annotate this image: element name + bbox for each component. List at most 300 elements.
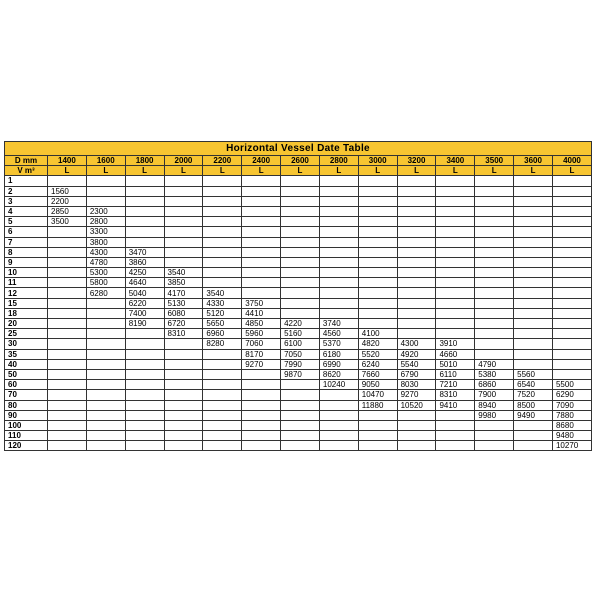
table-row: [5, 217, 592, 227]
length-cell: [164, 431, 203, 441]
length-cell: [86, 420, 125, 430]
table-row: [5, 237, 592, 247]
length-cell: [48, 431, 87, 441]
length-cell: [319, 400, 358, 410]
length-cell: [514, 237, 553, 247]
length-cell: [125, 441, 164, 451]
length-cell: [164, 217, 203, 227]
length-cell: [514, 308, 553, 318]
length-cell: [436, 441, 475, 451]
length-cell: [164, 339, 203, 349]
unit-header: L: [552, 166, 591, 176]
length-cell: [125, 176, 164, 186]
length-cell: [86, 176, 125, 186]
length-cell: [475, 196, 514, 206]
length-cell: [514, 278, 553, 288]
volume-cell: 120: [5, 441, 48, 451]
length-cell: [281, 298, 320, 308]
length-cell: [242, 196, 281, 206]
length-cell: [552, 206, 591, 216]
length-cell: [397, 257, 436, 267]
length-cell: [475, 247, 514, 257]
length-cell: [281, 441, 320, 451]
length-cell: [86, 298, 125, 308]
length-cell: [475, 431, 514, 441]
length-cell: [552, 369, 591, 379]
length-cell: [125, 400, 164, 410]
length-cell: [48, 227, 87, 237]
length-cell: [514, 257, 553, 267]
length-cell: [436, 329, 475, 339]
length-cell: [203, 441, 242, 451]
length-cell: 4100: [358, 329, 397, 339]
length-cell: [203, 206, 242, 216]
length-cell: [475, 217, 514, 227]
length-cell: [164, 227, 203, 237]
length-cell: 1560: [48, 186, 87, 196]
length-cell: [242, 176, 281, 186]
length-cell: [319, 288, 358, 298]
length-cell: [436, 308, 475, 318]
unit-header: L: [514, 166, 553, 176]
length-cell: 7060: [242, 339, 281, 349]
length-cell: [397, 278, 436, 288]
length-cell: 3540: [203, 288, 242, 298]
diameter-header: 3400: [436, 156, 475, 166]
length-cell: 7990: [281, 359, 320, 369]
length-cell: [475, 319, 514, 329]
unit-header: L: [281, 166, 320, 176]
length-cell: 4410: [242, 308, 281, 318]
length-cell: [358, 268, 397, 278]
length-cell: [358, 441, 397, 451]
length-cell: [242, 390, 281, 400]
length-cell: [48, 369, 87, 379]
length-cell: [125, 431, 164, 441]
length-cell: [242, 206, 281, 216]
volume-cell: 6: [5, 227, 48, 237]
length-cell: 4300: [86, 247, 125, 257]
length-cell: [281, 431, 320, 441]
length-cell: 5300: [86, 268, 125, 278]
length-cell: 9410: [436, 400, 475, 410]
length-cell: [358, 237, 397, 247]
length-cell: [514, 196, 553, 206]
corner-label-diameter: D mm: [5, 156, 48, 166]
length-cell: [552, 359, 591, 369]
table-title: Horizontal Vessel Date Table: [5, 142, 592, 156]
length-cell: [242, 247, 281, 257]
length-cell: 9270: [397, 390, 436, 400]
length-cell: [203, 237, 242, 247]
length-cell: [514, 319, 553, 329]
length-cell: [475, 227, 514, 237]
length-cell: [475, 329, 514, 339]
length-cell: 3470: [125, 247, 164, 257]
length-cell: 5540: [397, 359, 436, 369]
unit-header: L: [358, 166, 397, 176]
length-cell: [358, 247, 397, 257]
length-cell: [358, 431, 397, 441]
length-cell: 4920: [397, 349, 436, 359]
length-cell: [358, 420, 397, 430]
length-cell: [319, 431, 358, 441]
table-row: [5, 329, 592, 339]
length-cell: [48, 441, 87, 451]
length-cell: [203, 349, 242, 359]
length-cell: [319, 196, 358, 206]
length-cell: [48, 380, 87, 390]
length-cell: [475, 176, 514, 186]
length-cell: [281, 206, 320, 216]
length-cell: [164, 359, 203, 369]
table-body: [5, 176, 592, 451]
length-cell: [86, 410, 125, 420]
length-cell: 4170: [164, 288, 203, 298]
table-row: [5, 257, 592, 267]
length-cell: [358, 206, 397, 216]
length-cell: [552, 339, 591, 349]
volume-cell: 90: [5, 410, 48, 420]
length-cell: [397, 298, 436, 308]
volume-cell: 2: [5, 186, 48, 196]
length-cell: [164, 380, 203, 390]
length-cell: [397, 329, 436, 339]
length-cell: [48, 288, 87, 298]
length-cell: [86, 441, 125, 451]
length-cell: [397, 237, 436, 247]
length-cell: 8940: [475, 400, 514, 410]
length-cell: [281, 237, 320, 247]
length-cell: [281, 390, 320, 400]
length-cell: [319, 390, 358, 400]
length-cell: 2850: [48, 206, 87, 216]
volume-cell: 5: [5, 217, 48, 227]
length-cell: 7520: [514, 390, 553, 400]
volume-cell: 80: [5, 400, 48, 410]
length-cell: 6240: [358, 359, 397, 369]
length-cell: 3740: [319, 319, 358, 329]
length-cell: 9480: [552, 431, 591, 441]
length-cell: [436, 319, 475, 329]
length-cell: 3860: [125, 257, 164, 267]
length-cell: [475, 268, 514, 278]
length-cell: [552, 319, 591, 329]
length-cell: [164, 196, 203, 206]
volume-cell: 25: [5, 329, 48, 339]
length-cell: [436, 278, 475, 288]
table-row: [5, 410, 592, 420]
length-cell: [48, 359, 87, 369]
length-cell: [319, 186, 358, 196]
length-cell: [436, 431, 475, 441]
length-cell: [358, 278, 397, 288]
length-cell: [436, 186, 475, 196]
length-cell: 5380: [475, 369, 514, 379]
length-cell: 9980: [475, 410, 514, 420]
length-cell: [164, 410, 203, 420]
table-row: [5, 227, 592, 237]
length-cell: [397, 410, 436, 420]
length-cell: [86, 329, 125, 339]
length-cell: [203, 278, 242, 288]
diameter-header: 3000: [358, 156, 397, 166]
length-cell: 3910: [436, 339, 475, 349]
length-cell: [125, 217, 164, 227]
length-cell: [475, 257, 514, 267]
table-row: [5, 298, 592, 308]
length-cell: 8170: [242, 349, 281, 359]
length-cell: 5650: [203, 319, 242, 329]
length-cell: [203, 359, 242, 369]
length-cell: 10520: [397, 400, 436, 410]
length-cell: [164, 206, 203, 216]
volume-cell: 100: [5, 420, 48, 430]
length-cell: [514, 298, 553, 308]
length-cell: 7210: [436, 380, 475, 390]
length-cell: 8680: [552, 420, 591, 430]
table-row: [5, 176, 592, 186]
length-cell: [319, 227, 358, 237]
length-cell: [436, 410, 475, 420]
length-cell: [86, 308, 125, 318]
length-cell: [436, 196, 475, 206]
length-cell: [203, 176, 242, 186]
length-cell: 3300: [86, 227, 125, 237]
length-cell: 6220: [125, 298, 164, 308]
length-cell: [397, 441, 436, 451]
length-cell: [436, 176, 475, 186]
length-cell: [514, 329, 553, 339]
length-cell: [281, 196, 320, 206]
length-cell: 3800: [86, 237, 125, 247]
length-cell: [281, 227, 320, 237]
unit-header: L: [436, 166, 475, 176]
length-cell: [48, 237, 87, 247]
length-cell: [242, 227, 281, 237]
table-row: [5, 390, 592, 400]
length-cell: 2200: [48, 196, 87, 206]
length-cell: [48, 257, 87, 267]
length-cell: [436, 206, 475, 216]
length-cell: [86, 349, 125, 359]
length-cell: 9270: [242, 359, 281, 369]
unit-header: L: [86, 166, 125, 176]
length-cell: [475, 441, 514, 451]
diameter-header: 3600: [514, 156, 553, 166]
length-cell: [514, 359, 553, 369]
length-cell: 6280: [86, 288, 125, 298]
length-cell: 10470: [358, 390, 397, 400]
diameter-header: 1800: [125, 156, 164, 166]
length-cell: [164, 400, 203, 410]
length-cell: [48, 420, 87, 430]
volume-cell: 8: [5, 247, 48, 257]
volume-cell: 50: [5, 369, 48, 379]
length-cell: [125, 196, 164, 206]
length-cell: [242, 237, 281, 247]
volume-cell: 10: [5, 268, 48, 278]
length-cell: [319, 237, 358, 247]
length-cell: [514, 227, 553, 237]
length-cell: 2800: [86, 217, 125, 227]
length-cell: [552, 278, 591, 288]
length-cell: 4660: [436, 349, 475, 359]
length-cell: [397, 217, 436, 227]
length-cell: 6540: [514, 380, 553, 390]
length-cell: [358, 308, 397, 318]
length-cell: 4640: [125, 278, 164, 288]
length-cell: [358, 227, 397, 237]
length-cell: [436, 257, 475, 267]
length-cell: 5160: [281, 329, 320, 339]
length-cell: [552, 298, 591, 308]
table-row: [5, 359, 592, 369]
length-cell: 4330: [203, 298, 242, 308]
table-row: [5, 196, 592, 206]
unit-header: L: [397, 166, 436, 176]
length-cell: [514, 441, 553, 451]
length-cell: 9870: [281, 369, 320, 379]
length-cell: [552, 186, 591, 196]
volume-cell: 40: [5, 359, 48, 369]
length-cell: [242, 278, 281, 288]
length-cell: [436, 227, 475, 237]
length-cell: [552, 196, 591, 206]
length-cell: [48, 339, 87, 349]
length-cell: [397, 206, 436, 216]
length-cell: 5500: [552, 380, 591, 390]
length-cell: [319, 441, 358, 451]
length-cell: 6960: [203, 329, 242, 339]
length-cell: [514, 268, 553, 278]
length-cell: [203, 268, 242, 278]
length-cell: [281, 420, 320, 430]
length-cell: [514, 420, 553, 430]
length-cell: [358, 186, 397, 196]
length-cell: [86, 400, 125, 410]
length-cell: [397, 420, 436, 430]
length-cell: [475, 298, 514, 308]
length-cell: [164, 349, 203, 359]
table-row: [5, 288, 592, 298]
diameter-header: 2200: [203, 156, 242, 166]
length-cell: 5520: [358, 349, 397, 359]
volume-cell: 70: [5, 390, 48, 400]
volume-cell: 7: [5, 237, 48, 247]
length-cell: [514, 288, 553, 298]
length-cell: [436, 298, 475, 308]
length-cell: [125, 359, 164, 369]
length-cell: [86, 369, 125, 379]
length-cell: 6290: [552, 390, 591, 400]
length-cell: [397, 288, 436, 298]
length-cell: [514, 247, 553, 257]
table-row: [5, 431, 592, 441]
length-cell: [514, 186, 553, 196]
length-cell: [164, 186, 203, 196]
table-row: [5, 206, 592, 216]
length-cell: [397, 247, 436, 257]
length-cell: [514, 349, 553, 359]
length-cell: [514, 176, 553, 186]
length-cell: [436, 268, 475, 278]
length-cell: [48, 268, 87, 278]
length-cell: [552, 227, 591, 237]
length-cell: [86, 339, 125, 349]
length-cell: [436, 247, 475, 257]
length-cell: [125, 339, 164, 349]
length-cell: 7090: [552, 400, 591, 410]
length-cell: 8620: [319, 369, 358, 379]
length-cell: [358, 196, 397, 206]
length-cell: [125, 420, 164, 430]
length-cell: [125, 237, 164, 247]
length-cell: [48, 278, 87, 288]
length-cell: [397, 176, 436, 186]
length-cell: [514, 217, 553, 227]
length-cell: [475, 278, 514, 288]
length-cell: [552, 176, 591, 186]
unit-header: L: [475, 166, 514, 176]
length-cell: [125, 369, 164, 379]
length-cell: 4820: [358, 339, 397, 349]
length-cell: [475, 339, 514, 349]
length-cell: [164, 237, 203, 247]
volume-cell: 110: [5, 431, 48, 441]
length-cell: [203, 369, 242, 379]
length-cell: [552, 217, 591, 227]
volume-cell: 9: [5, 257, 48, 267]
length-cell: [86, 319, 125, 329]
length-cell: [125, 349, 164, 359]
length-cell: 6180: [319, 349, 358, 359]
length-cell: [48, 176, 87, 186]
length-cell: [319, 308, 358, 318]
length-cell: [358, 319, 397, 329]
length-cell: [552, 237, 591, 247]
volume-cell: 3: [5, 196, 48, 206]
length-cell: [475, 420, 514, 430]
length-cell: [48, 308, 87, 318]
length-cell: [164, 390, 203, 400]
length-cell: [552, 257, 591, 267]
table-row: [5, 186, 592, 196]
diameter-header: 2600: [281, 156, 320, 166]
length-cell: [86, 196, 125, 206]
length-cell: [125, 329, 164, 339]
length-cell: [125, 206, 164, 216]
length-cell: 10240: [319, 380, 358, 390]
diameter-header-row: [5, 156, 592, 166]
length-cell: [203, 247, 242, 257]
length-cell: [281, 186, 320, 196]
length-cell: 6860: [475, 380, 514, 390]
length-cell: [203, 410, 242, 420]
length-cell: [281, 278, 320, 288]
length-cell: 8310: [164, 329, 203, 339]
length-cell: 5560: [514, 369, 553, 379]
length-cell: 4220: [281, 319, 320, 329]
length-cell: 5120: [203, 308, 242, 318]
length-cell: [436, 237, 475, 247]
length-cell: [358, 288, 397, 298]
length-cell: 7900: [475, 390, 514, 400]
length-cell: 8500: [514, 400, 553, 410]
table-row: [5, 308, 592, 318]
length-cell: 8280: [203, 339, 242, 349]
length-cell: [48, 410, 87, 420]
